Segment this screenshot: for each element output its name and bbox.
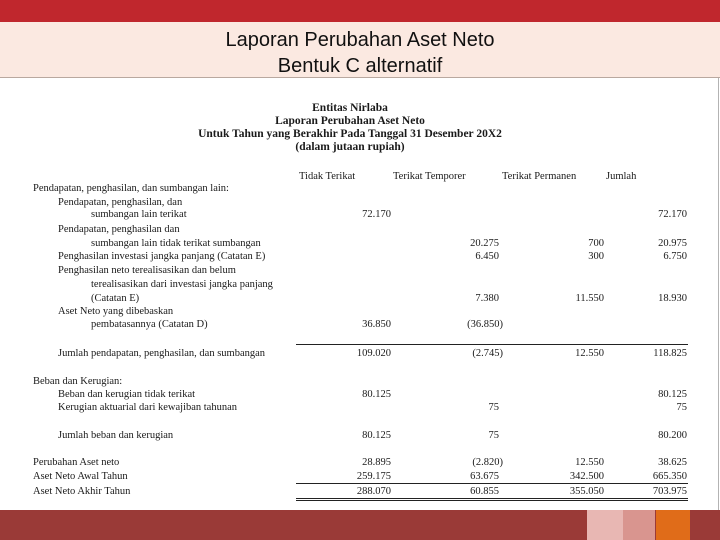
cell-revtotal-tidak-terikat: 109.020 bbox=[356, 348, 391, 359]
cell-exp1-tidak-terikat: 80.125 bbox=[362, 389, 391, 400]
cell-begin-jumlah: 665.350 bbox=[652, 471, 687, 482]
label-net-assets-begin: Aset Neto Awal Tahun bbox=[33, 471, 128, 482]
cell-end-tidak-terikat: 288.070 bbox=[356, 486, 391, 497]
cell-begin-temporer: 63.675 bbox=[470, 471, 499, 482]
col-header-tidak-terikat: Tidak Terikat bbox=[299, 171, 356, 182]
cell-rev4-jumlah: 18.930 bbox=[658, 293, 687, 304]
label-revenue-total: Jumlah pendapatan, penghasilan, dan sumbangan bbox=[58, 348, 266, 359]
report-period: Untuk Tahun yang Berakhir Pada Tanggal 31 Desember 20X2 bbox=[198, 128, 502, 140]
cell-rev1-jumlah: 72.170 bbox=[658, 209, 687, 220]
slide-subtitle: Bentuk C alternatif bbox=[277, 55, 443, 77]
label-rev5-a: Aset Neto yang dibebaskan bbox=[58, 306, 174, 317]
cell-rev2-permanen: 700 bbox=[588, 238, 604, 249]
label-net-assets-end: Aset Neto Akhir Tahun bbox=[33, 486, 131, 497]
report-unit: (dalam jutaan rupiah) bbox=[295, 141, 405, 153]
report-name: Laporan Perubahan Aset Neto bbox=[275, 115, 425, 127]
cell-exp2-jumlah: 75 bbox=[676, 402, 687, 413]
label-rev4-b: terealisasikan dari investasi jangka panjang bbox=[91, 279, 273, 290]
label-rev3: Penghasilan investasi jangka panjang (Catatan E) bbox=[58, 251, 266, 262]
cell-exp2-temporer: 75 bbox=[488, 402, 499, 413]
label-rev1-a: Pendapatan, penghasilan, dan bbox=[58, 197, 183, 208]
cell-rev3-jumlah: 6.750 bbox=[663, 251, 687, 262]
cell-rev3-permanen: 300 bbox=[588, 251, 604, 262]
cell-revtotal-permanen: 12.550 bbox=[575, 348, 604, 359]
label-exp1: Beban dan kerugian tidak terikat bbox=[58, 389, 196, 400]
cell-rev3-temporer: 6.450 bbox=[475, 251, 499, 262]
rule-above-end-balance bbox=[296, 483, 688, 484]
double-rule-bottom bbox=[296, 500, 688, 501]
cell-rev2-temporer: 20.275 bbox=[470, 238, 499, 249]
label-expense-total: Jumlah beban dan kerugian bbox=[58, 430, 174, 441]
cell-revtotal-jumlah: 118.825 bbox=[653, 348, 687, 359]
double-rule-top bbox=[296, 498, 688, 499]
cell-revtotal-temporer: (2.745) bbox=[472, 348, 503, 359]
cell-exptotal-jumlah: 80.200 bbox=[658, 430, 687, 441]
cell-rev5-tidak-terikat: 36.850 bbox=[362, 319, 391, 330]
cell-change-tidak-terikat: 28.895 bbox=[362, 457, 391, 468]
slide-title: Laporan Perubahan Aset Neto bbox=[225, 29, 495, 51]
cell-end-jumlah: 703.975 bbox=[652, 486, 687, 497]
col-header-jumlah: Jumlah bbox=[606, 171, 637, 182]
cell-end-temporer: 60.855 bbox=[470, 486, 499, 497]
top-stripe bbox=[0, 0, 720, 22]
cell-change-jumlah: 38.625 bbox=[658, 457, 687, 468]
label-rev2-a: Pendapatan, penghasilan dan bbox=[58, 224, 180, 235]
label-rev5-b: pembatasannya (Catatan D) bbox=[91, 319, 208, 330]
cell-rev2-jumlah: 20.975 bbox=[658, 238, 687, 249]
col-header-terikat-permanen: Terikat Permanen bbox=[502, 171, 577, 182]
cell-begin-permanen: 342.500 bbox=[569, 471, 604, 482]
cell-change-permanen: 12.550 bbox=[575, 457, 604, 468]
cell-end-permanen: 355.050 bbox=[569, 486, 604, 497]
right-divider bbox=[718, 78, 719, 510]
cell-rev5-temporer: (36.850) bbox=[467, 319, 503, 330]
label-exp2: Kerugian aktuarial dari kewajiban tahunan bbox=[58, 402, 238, 413]
cell-rev4-permanen: 11.550 bbox=[575, 293, 604, 304]
report-entity: Entitas Nirlaba bbox=[312, 102, 388, 114]
label-rev4-c: (Catatan E) bbox=[91, 293, 140, 304]
cell-rev1-tidak-terikat: 72.170 bbox=[362, 209, 391, 220]
label-change-net-assets: Perubahan Aset neto bbox=[33, 457, 120, 468]
label-rev4-a: Penghasilan neto terealisasikan dan belum bbox=[58, 265, 236, 276]
bottom-block-orange bbox=[656, 510, 690, 540]
cell-exptotal-tidak-terikat: 80.125 bbox=[362, 430, 391, 441]
bottom-block-mid bbox=[623, 510, 655, 540]
label-rev2-b: sumbangan lain tidak terikat sumbangan bbox=[91, 238, 261, 249]
cell-begin-tidak-terikat: 259.175 bbox=[356, 471, 391, 482]
col-header-terikat-temporer: Terikat Temporer bbox=[393, 171, 466, 182]
cell-exptotal-temporer: 75 bbox=[488, 430, 499, 441]
label-expense-header: Beban dan Kerugian: bbox=[33, 376, 123, 387]
bottom-block-light bbox=[587, 510, 623, 540]
label-revenue-header: Pendapatan, penghasilan, dan sumbangan lain: bbox=[33, 183, 229, 194]
label-rev1-b: sumbangan lain terikat bbox=[91, 209, 187, 220]
cell-exp1-jumlah: 80.125 bbox=[658, 389, 687, 400]
cell-rev4-temporer: 7.380 bbox=[475, 293, 499, 304]
cell-change-temporer: (2.820) bbox=[472, 457, 503, 468]
rule-above-revenue-total bbox=[296, 344, 688, 345]
